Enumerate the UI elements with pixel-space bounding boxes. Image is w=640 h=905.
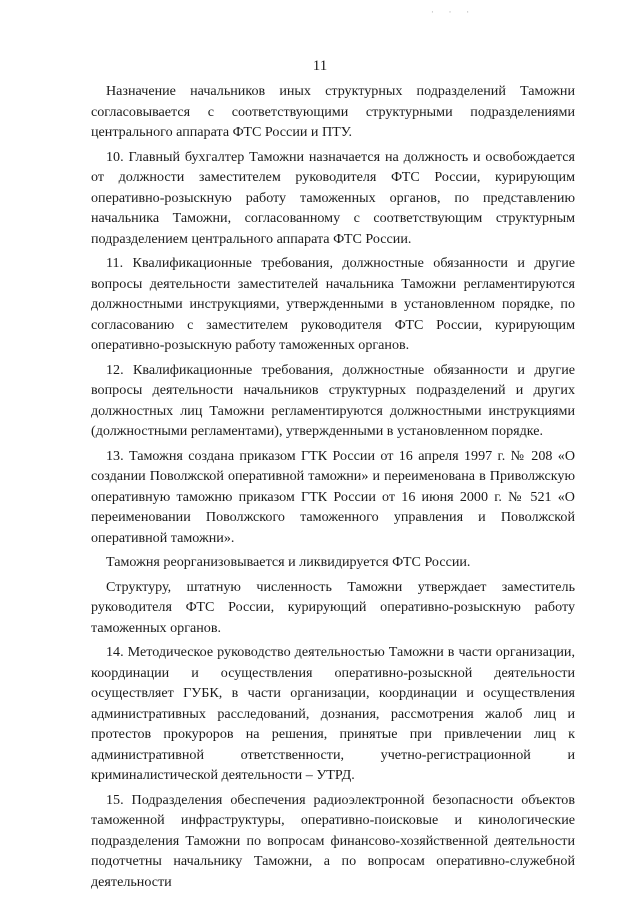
page-number: 11 bbox=[312, 58, 328, 74]
paragraph-14-methodical-guidance: 14. Методическое руководство деятельностью Таможни в части организации, координации и осуществления оперативно-розыскной деятельности осуществляет ГУБК, в части организации, координации и осуществления административных расследований, дознания, рассмотрения жалоб лиц и протестов прокуроров на решения, принятые при привлечении лиц к административной ответственности, учетно-регистрационной и криминалистической деятельности – УТРД. bbox=[91, 644, 575, 783]
paragraph-structure: Структуру, штатную численность Таможни утверждает заместитель руководителя ФТС России, курирующий оперативно-розыскную работу таможенных органов. bbox=[91, 578, 575, 636]
paragraph-15-security-divisions: 15. Подразделения обеспечения радиоэлектронной безопасности объектов таможенной инфраструктуры, оперативно-поисковые и кинологические подразделения Таможни по вопросам финансово-хозяйственной деятельности подотчетны начальнику Таможни, а по вопросам оперативно-служебной деятельности bbox=[91, 791, 575, 890]
paragraph-appointment-heads: Назначение начальников иных структурных подразделений Таможни согласовывается с соответствующими структурными подразделениями центрального аппарата ФТС России и ПТУ. bbox=[91, 83, 575, 140]
paragraph-11-deputy-requirements: 11. Квалификационные требования, должностные обязанности и другие вопросы деятельности заместителей начальника Таможни регламентируются должностными инструкциями, утвержденными в установленном порядке, по согласованию с заместителем руководителя ФТС России, курирующим оперативно-розыскную работу таможенных органов. bbox=[91, 255, 575, 353]
paragraph-reorganization: Таможня реорганизовывается и ликвидируется ФТС России. bbox=[106, 554, 471, 570]
scan-marks: · · · bbox=[430, 8, 475, 17]
paragraph-13-creation: 13. Таможня создана приказом ГТК России от 16 апреля 1997 г. № 208 «О создании Поволжской оперативной таможни» и переименована в Приволжскую оперативную таможню приказом ГТК России от 16 июня 2000 г. № 521 «О переименовании Поволжского таможенного управления и Поволжской оперативной таможни». bbox=[91, 447, 575, 546]
document-body bbox=[91, 81, 575, 896]
paragraph-12-division-requirements: 12. Квалификационные требования, должностные обязанности и другие вопросы деятельности начальников структурных подразделений и других должностных лиц Таможни регламентируются должностными инструкциями (должностными регламентами), утвержденными в установленном порядке. bbox=[91, 361, 575, 439]
paragraph-10-chief-accountant: 10. Главный бухгалтер Таможни назначается на должность и освобождается от должности заместителем руководителя ФТС России, курирующим оперативно-розыскную работу таможенных органов, по представлению начальника Таможни, согласованному с соответствующим структурным подразделением центрального аппарата ФТС России. bbox=[91, 148, 575, 247]
